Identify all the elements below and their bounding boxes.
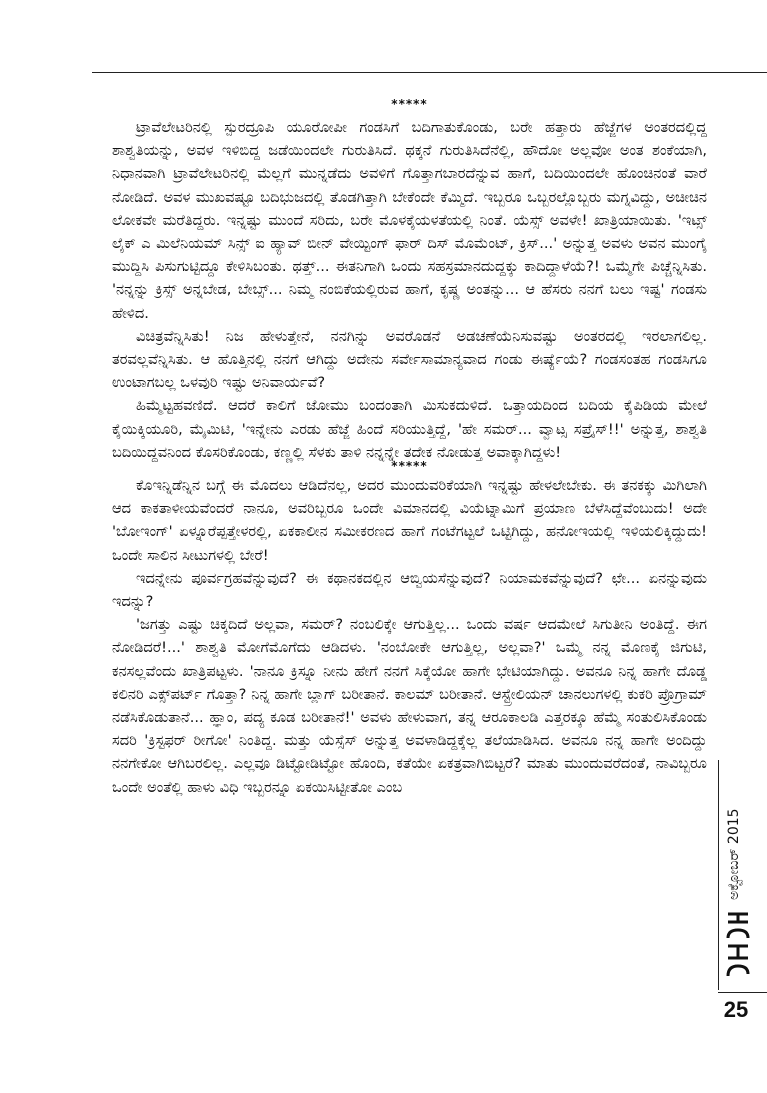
paragraph: ಟ್ರಾವೆಲೇಟರಿನಲ್ಲಿ ಸ್ಪುರದ್ರೂಪಿ ಯೂರೋಪೀ ಗಂಡಸಿಗೆ ಬದಿಗಾತುಕೊಂಡು, ಬರೇ ಹತ್ತಾರು ಹೆಜ್ಜೆಗಳ ಅಂತರದಲ್ಲಿದ್ದ ಶಾಶ್ವತಿಯನ್ನು, ಅವಳ ಇಳಿಬಿದ್ದ ಜಡೆಯಿಂದಲೇ ಗುರುತಿಸಿದೆ. ಥಕ್ಕನೆ ಗುರುತಿಸಿದೆನೆಲ್ಲಿ, ಹೌದೋ ಅಲ್ಲವೋ ಅಂತ ಶಂಕೆಯಾಗಿ, ನಿಧಾನವಾಗಿ ಟ್ರಾವೆಲೇಟರಿನಲ್ಲಿ ಮೆಲ್ಲಗೆ ಮುನ್ನಡೆದು ಅವಳಿಗೆ ಗೊತ್ತಾಗಬಾರದೆನ್ನುವ ಹಾಗೆ, ಬದಿಯಿಂದಲೇ ಹೊಂಚಿನಂತೆ ವಾರೆ ನೋಡಿದೆ. ಅವಳ ಮುಖವಷ್ಟೂ ಬದಿಭುಜದಲ್ಲಿ ತೊಡಗಿತ್ತಾಗಿ ಬೇಕೆಂದೇ ಕೆಮ್ಮಿದೆ. ಇಬ್ಬರೂ ಒಬ್ಬರಲ್ಲೊಬ್ಬರು ಮಗ್ನವಿದ್ದು, ಅಚೀಚಿನ ಲೋಕವೇ ಮರೆತಿದ್ದರು. ಇನ್ನಷ್ಟು ಮುಂದೆ ಸರಿದು, ಬರೇ ಮೊಳಕೈಯಳತೆಯಲ್ಲಿ ನಿಂತೆ. ಯೆಸ್ಸ್ ಅವಳೇ! ಖಾತ್ರಿಯಾಯಿತು. 'ಇಟ್ಸ್ ಲೈಕ್ ಎ ಮಿಲೆನಿಯಮ್ ಸಿನ್ಸ್ ಐ ಹ್ಯಾವ್ ಬೀನ್ ವೇಯ್ಟಿಂಗ್ ಫಾರ್ ದಿಸ್ ಮೊಮೆಂಟ್, ಕ್ರಿಸ್...' ಅನ್ನುತ್ತ ಅವಳು ಅವನ ಮುಂಗೈ ಮುದ್ದಿಸಿ ಪಿಸುಗುಟ್ಟಿದ್ದೂ ಕೇಳಿಸಿಬಂತು. ಥತ್ತ್... ಈತನಿಗಾಗಿ ಒಂದು ಸಹಸ್ರಮಾನದುದ್ದಕ್ಕು ಕಾದಿದ್ದಾಳೆಯೆ?! ಒಮ್ಮೆಗೇ ಪಿಚ್ಚೆನ್ನಿಸಿತು. 'ನನ್ನನ್ನು ಕ್ರಿಸ್ಸ್ ಅನ್ನಬೇಡ, ಬೇಬ್ಸ್... ನಿಮ್ಮ ನಂಬಿಕೆಯಲ್ಲಿರುವ ಹಾಗೆ, ಕೃಷ್ಣ ಅಂತನ್ನು... ಆ ಹೆಸರು ನನಗೆ ಬಲು ಇಷ್ಟ' ಗಂಡಸು ಹೇಳಿದ.: [112, 119, 707, 322]
top-rule: [92, 72, 767, 73]
paragraph: ಇದನ್ನೇನು ಪೂರ್ವಗ್ರಹವೆನ್ನುವುದೆ? ಈ ಕಥಾನಕದಲ್ಲಿನ ಆಬ್ವಿಯಸೆನ್ನುವುದೆ? ನಿಯಾಮಕವೆನ್ನುವುದೆ? ಛೇ... ಏನನ್ನುವುದು ಇದನ್ನು?: [112, 569, 707, 611]
paragraph: ಕೊಇನ್ನಿಡೆನ್ನಿನ ಬಗ್ಗೆ ಈ ಮೊದಲು ಆಡಿದೆನಲ್ಲ, ಅದರ ಮುಂದುವರಿಕೆಯಾಗಿ ಇನ್ನಷ್ಟು ಹೇಳಲೇಬೇಕು. ಈ ತನಕಕ್ಕು ಮಿಗಿಲಾಗಿ ಆದ ಕಾಕತಾಳೀಯವೆಂದರೆ ನಾನೂ, ಅವರಿಬ್ಬರೂ ಒಂದೇ ವಿಮಾನದಲ್ಲಿ ವಿಯೆಟ್ನಾಮಿಗೆ ಪ್ರಯಾಣ ಬೆಳೆಸಿದ್ದೆವೆಂಬುದು! ಅದೇ 'ಬೋಇಂಗ್' ಏಳ್ನೂರೆಪ್ಪತ್ತೇಳರಲ್ಲಿ, ಏಕಕಾಲೀನ ಸಮೀಕರಣದ ಹಾಗೆ ಗಂಟೆಗಟ್ಟಲೆ ಒಟ್ಟಿಗಿದ್ದು, ಹನೋಇಯಲ್ಲಿ ಇಳಿಯಲಿಕ್ಕಿದ್ದುದು! ಒಂದೇ ಸಾಲಿನ ಸೀಟುಗಳಲ್ಲಿ ಬೇರೆ!: [112, 477, 707, 564]
section-separator: *****: [391, 459, 428, 474]
paragraph: ಹಿಮ್ಮೆಟ್ಟಹವಣಿದೆ. ಆದರೆ ಕಾಲಿಗೆ ಜೋಮು ಬಂದಂತಾಗಿ ಮಿಸುಕದುಳಿದೆ. ಒತ್ತಾಯದಿಂದ ಬದಿಯ ಕೈಪಿಡಿಯ ಮೇಲೆ ಕೈಯಿಕ್ಕಿಯೂರಿ, ಮೈಮಿಟಿ, 'ಇನ್ನೇನು ಎರಡು ಹೆಜ್ಜೆ ಹಿಂದೆ ಸರಿಯುತ್ತಿದ್ದೆ, 'ಹೇ ಸಮರ್... ವ್ವಾಟ್ಸ ಸಪ್ರೈಸ್!!' ಅನ್ನುತ್ತ, ಶಾಶ್ವತಿ ಬದಿಯಿದ್ದವನಿಂದ ಕೊಸರಿಕೊಂಡು, ಕಣ್ಣಲ್ಲಿ ಸೆಳಕು ತಾಳಿ ನನ್ನನ್ನೇ ತದೇಕ ನೋಡುತ್ತ ಅವಾಕ್ಕಾಗಿದ್ದಳು!: [112, 397, 707, 461]
page-number: 25: [723, 997, 749, 1022]
footer-rule: [718, 992, 767, 993]
sidebar-rule: [718, 760, 719, 990]
magazine-logo: [724, 910, 754, 982]
paragraph: ವಿಚಿತ್ರವೆನ್ನಿಸಿತು! ನಿಜ ಹೇಳುತ್ತೇನೆ, ನನಗಿನ್ನು ಅವರೊಡನೆ ಅಡಚಣೆಯೆನಿಸುವಷ್ಟು ಅಂತರದಲ್ಲಿ ಇರಲಾಗಲಿಲ್ಲ. ತರವಲ್ಲವೆನ್ನಿಸಿತು. ಆ ಹೊತ್ತಿನಲ್ಲಿ ನನಗೆ ಆಗಿದ್ದು ಅದೇನು ಸರ್ವೇಸಾಮಾನ್ಯವಾದ ಗಂಡು ಈರ್ಷ್ಯೆಯೆ? ಗಂಡಸಂತಹ ಗಂಡಸಿಗೂ ಉಂಟಾಗಬಲ್ಲ ಒಳವುರಿ ಇಷ್ಟು ಅನಿವಾರ್ಯವೆ?: [112, 327, 707, 392]
section-separator: *****: [391, 97, 428, 111]
article-body: [112, 94, 707, 799]
paragraph: 'ಜಗತ್ತು ಎಷ್ಟು ಚಿಕ್ಕದಿದೆ ಅಲ್ಲವಾ, ಸಮರ್? ನಂಬಲಿಕ್ಕೇ ಆಗುತ್ತಿಲ್ಲ... ಒಂದು ವರ್ಷ ಆದಮೇಲೆ ಸಿಗುತೀನಿ ಅಂತಿದ್ದೆ. ಈಗ ನೋಡಿದರೆ!...' ಶಾಶ್ವತಿ ಮೋಗೆಮೊಗೆದು ಆಡಿದಳು. 'ನಂಬೋಕೇ ಆಗುತ್ತಿಲ್ಲ, ಅಲ್ಲವಾ?' ಒಮ್ಮೆ ನನ್ನ ಮೊಣಕೈ ಜಿಗುಟಿ, ಕನಸಲ್ಲವೆಂದು ಖಾತ್ರಿಪಟ್ಟಳು. 'ನಾನೂ ಕ್ರಿಸ್ನೂ ನೀನು ಹೇಗೆ ನನಗೆ ಸಿಕ್ಕೆಯೋ ಹಾಗೇ ಭೇಟಿಯಾಗಿದ್ದು. ಅವನೂ ನಿನ್ನ ಹಾಗೇ ದೊಡ್ಡ ಕಲಿನರಿ ಎಕ್ಸ್‌ಪರ್ಟ್ ಗೊತ್ತಾ? ನಿನ್ನ ಹಾಗೇ ಬ್ಲಾಗ್ ಬರೀತಾನೆ. ಕಾಲಮ್ ಬರೀತಾನೆ. ಆಸ್ಟ್ರೇಲಿಯನ್ ಚಾನಲುಗಳಲ್ಲಿ ಕುಕರಿ ಪ್ರೊಗ್ರಾಮ್ ನಡೆಸಿಕೊಡುತಾನೆ... ಹ್ಞಾಂ, ಪದ್ಯ ಕೂಡ ಬರೀತಾನೆ!' ಅವಳು ಹೇಳುವಾಗ, ತನ್ನ ಆರೂಕಾಲಡಿ ಎತ್ತರಕ್ಕೂ ಹೆಮ್ಮೆ ಸಂತುಲಿಸಿಕೊಂಡು ಸದರಿ 'ಕ್ರಿಸ್ಟಫರ್ ರೀಗೋ' ನಿಂತಿದ್ದ. ಮತ್ತು ಯೆಸ್ಸೆಸ್ ಅನ್ನುತ್ತ ಅವಳಾಡಿದ್ದಕ್ಕೆಲ್ಲ ತಲೆಯಾಡಿಸಿದ. ಅವನೂ ನನ್ನ ಹಾಗೇ ಅಂದಿದ್ದು ನನಗೇಕೋ ಆಗಿಬರಲಿಲ್ಲ. ಎಲ್ಲವೂ ಡಿಟ್ಟೋಡಿಟ್ಟೋ ಹೊಂದಿ, ಕತೆಯೇ ಏಕತ್ರವಾಗಿಬಿಟ್ಟರೆ? ಮಾತು ಮುಂದುವರೆದಂತೆ, ನಾವಿಬ್ಬರೂ ಒಂದೇ ಅಂತೆಲ್ಲಿ ಹಾಳು ವಿಧಿ ಇಬ್ಬರನ್ನೂ ಏಕಯಿಸಿಟ್ಟೀತೋ ಎಂಬ: [112, 616, 707, 796]
issue-date: ಅಕ್ಟೋಬರ್ 2015: [726, 808, 742, 900]
